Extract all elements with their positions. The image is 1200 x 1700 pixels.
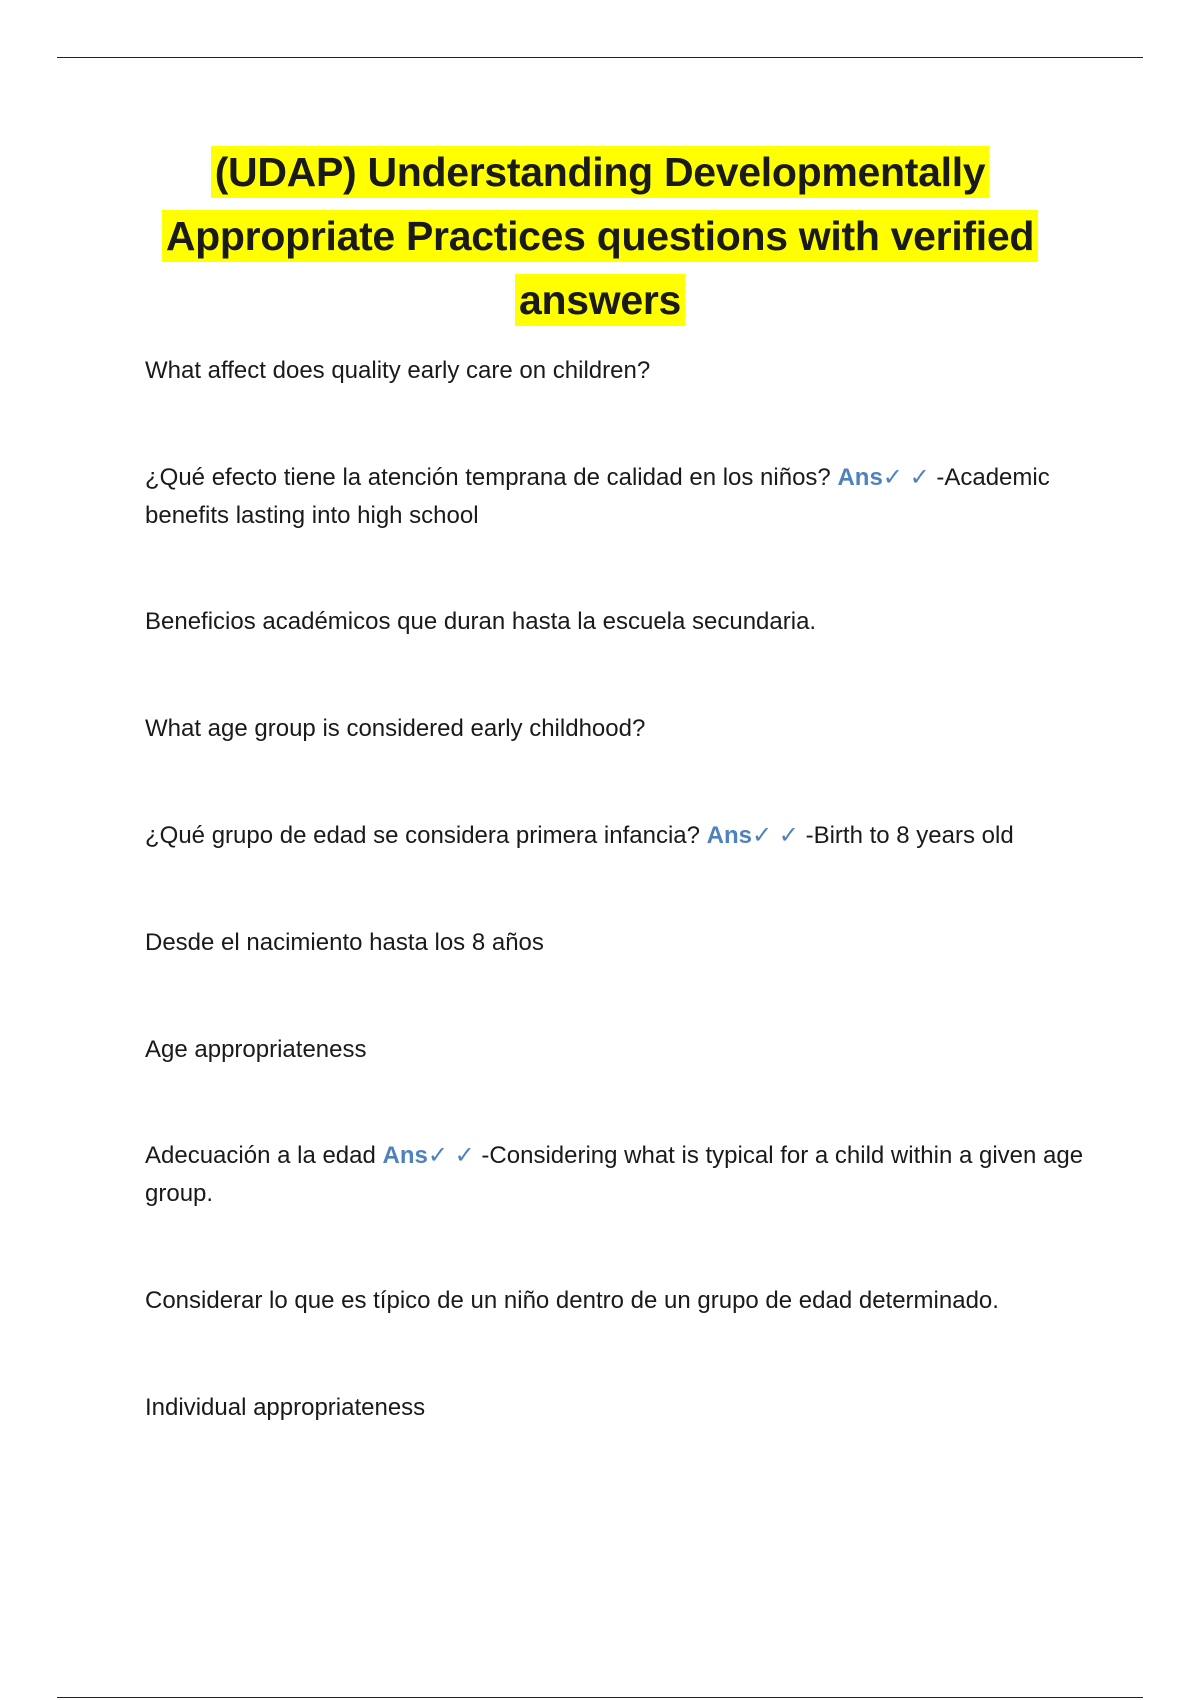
answer-text: -Considering what is typical for a child within a given age group.: [145, 1142, 1084, 1207]
bottom-divider: [57, 1697, 1143, 1698]
checkmark-icon: ✓ ✓: [427, 1142, 475, 1169]
document-title: [100, 140, 1100, 332]
answer-label: Ans: [837, 464, 883, 491]
question-text: ¿Qué grupo de edad se considera primera infancia?: [145, 822, 707, 849]
title-highlight: (UDAP) Understanding Developmentally Appropriate Practices questions with verified answers: [162, 146, 1038, 326]
question-2-spanish-with-answer: [145, 817, 1085, 855]
question-1-spanish-with-answer: [145, 459, 1085, 535]
question-text: Adecuación a la edad: [145, 1142, 383, 1169]
answer-3-spanish: Considerar lo que es típico de un niño dentro de un grupo de edad determinado.: [145, 1287, 999, 1314]
question-4-english: Individual appropriateness: [145, 1394, 426, 1421]
question-1-english: What affect does quality early care on children?: [145, 357, 651, 384]
answer-text: -Academic benefits lasting into high school: [145, 464, 1050, 529]
checkmark-icon: ✓ ✓: [752, 822, 799, 849]
question-2-english: What age group is considered early childhood?: [145, 715, 646, 742]
question-3-english: Age appropriateness: [145, 1036, 367, 1063]
answer-label: Ans: [706, 822, 753, 849]
question-3-spanish-with-answer: [145, 1137, 1085, 1213]
answer-2-spanish: Desde el nacimiento hasta los 8 años: [145, 929, 544, 956]
top-divider: [57, 57, 1143, 58]
checkmark-icon: ✓ ✓: [882, 464, 930, 491]
answer-label: Ans: [382, 1142, 428, 1169]
answer-text: -Birth to 8 years old: [798, 822, 1014, 849]
question-text: ¿Qué efecto tiene la atención temprana de calidad en los niños?: [145, 464, 838, 491]
answer-1-spanish: Beneficios académicos que duran hasta la escuela secundaria.: [145, 608, 817, 635]
